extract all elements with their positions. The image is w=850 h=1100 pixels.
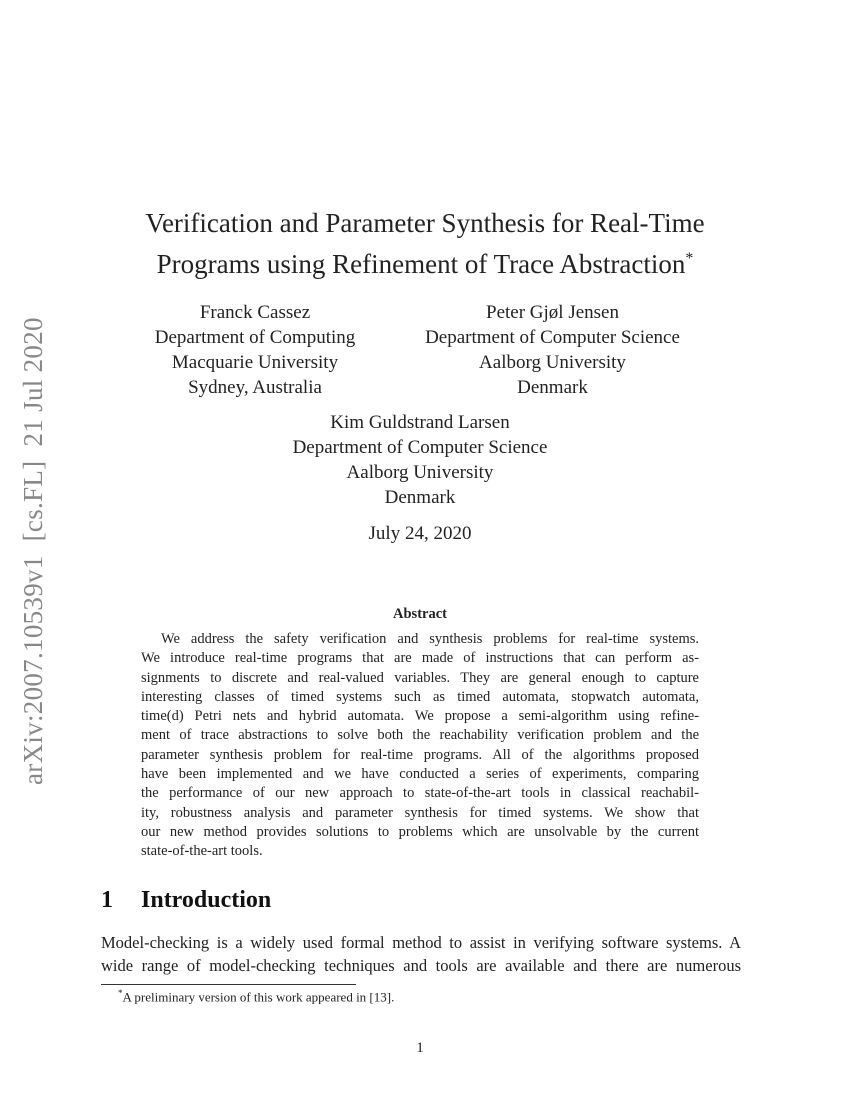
abstract-line: parameter synthesis problem for real-time programs. All of the algorithms proposed — [141, 746, 699, 763]
title-footnote-mark: * — [685, 250, 694, 267]
footnote — [118, 988, 394, 1005]
abstract-heading: Abstract — [393, 606, 447, 622]
author-department: Department of Computer Science — [292, 437, 548, 458]
arxiv-category: [cs.FL] — [18, 460, 48, 542]
author-institution: Aalborg University — [479, 352, 626, 373]
intro-line: wide range of model-checking techniques and tools are available and there are numerous — [101, 956, 741, 975]
abstract-line: have been implemented and we have conducted a series of experiments, comparing — [141, 766, 699, 783]
abstract-line: signments to discrete and real-valued variables. They are general enough to capture — [141, 669, 699, 686]
author-name: Kim Guldstrand Larsen — [330, 412, 510, 433]
abstract-line: state-of-the-art tools. — [141, 843, 263, 860]
abstract-line: the performance of our new approach to state-of-the-art tools in classical reachabil- — [141, 785, 699, 802]
section-heading — [101, 887, 271, 914]
author-institution: Macquarie University — [171, 352, 339, 373]
abstract-line: ment of trace abstractions to solve both the reachability verification problem and the — [141, 727, 699, 744]
abstract-line: time(d) Petri nets and hybrid automata. We propose a semi-algorithm using refine- — [141, 708, 699, 725]
author-name: Peter Gjøl Jensen — [486, 302, 619, 323]
author-location: Denmark — [384, 487, 456, 508]
abstract-line: our new method provides solutions to problems which are unsolvable by the current — [141, 823, 699, 840]
title-line-2 — [0, 241, 850, 282]
author-department: Department of Computer Science — [425, 327, 680, 348]
author-department: Department of Computing — [154, 327, 356, 348]
arxiv-id: arXiv:2007.10539v1 — [18, 555, 48, 785]
arxiv-side-stamp — [18, 305, 60, 785]
footnote-divider — [101, 984, 356, 985]
title-line-2-text: Programs using Refinement of Trace Abstraction — [156, 249, 686, 279]
author-location: Denmark — [517, 377, 588, 398]
paper-date: July 24, 2020 — [368, 523, 472, 544]
author-block-3 — [250, 410, 590, 510]
title-line-1: Verification and Parameter Synthesis for Real-Time — [145, 208, 705, 238]
abstract-line: ity, robustness analysis and parameter synthesis for timed systems. We show that — [141, 804, 699, 821]
footnote-text: A preliminary version of this work appeared in [13]. — [122, 989, 395, 1005]
footnote-mark: * — [118, 988, 123, 998]
intro-paragraph — [101, 931, 741, 977]
section-number: 1 — [101, 887, 113, 913]
section-title: Introduction — [141, 887, 272, 913]
abstract-line: We address the safety verification and synthesis problems for real-time systems. — [161, 631, 699, 647]
author-block-1 — [130, 300, 380, 400]
arxiv-date: 21 Jul 2020 — [18, 317, 48, 447]
author-location: Sydney, Australia — [188, 377, 322, 398]
abstract-line: interesting classes of timed systems such as timed automata, stopwatch automata, — [141, 688, 699, 705]
author-name: Franck Cassez — [199, 302, 311, 323]
author-institution: Aalborg University — [346, 462, 494, 483]
author-block-2 — [400, 300, 705, 400]
abstract-body — [141, 630, 699, 862]
page-number: 1 — [416, 1040, 424, 1056]
abstract-line: We introduce real-time programs that are made of instructions that can perform as- — [141, 650, 699, 667]
paper-title — [0, 205, 850, 282]
intro-line: Model-checking is a widely used formal method to assist in verifying software systems. A — [101, 933, 741, 952]
